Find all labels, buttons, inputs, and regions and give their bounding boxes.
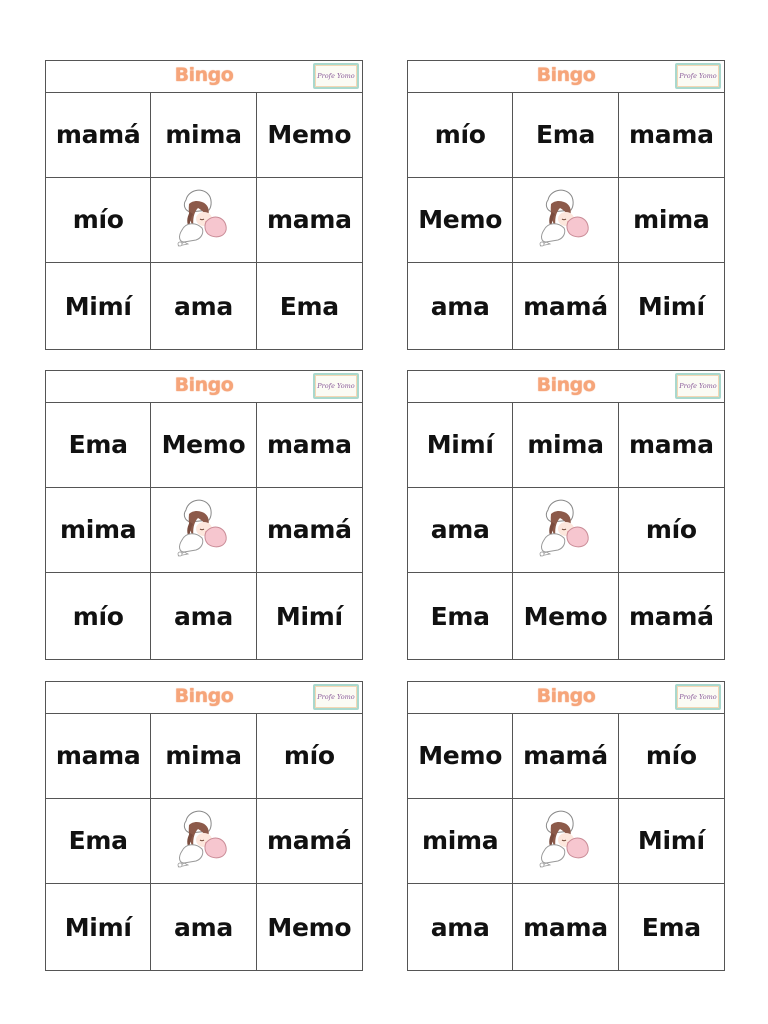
bingo-word-cell: mima [408,799,513,885]
bingo-word-cell: Mimí [619,799,724,885]
bingo-word-cell: mamá [629,601,714,631]
bingo-word-cell: mamá [46,92,151,178]
bingo-word-cell: ama [151,263,256,349]
card-header [408,371,724,403]
bingo-word-cell: Ema [279,291,339,321]
bingo-grid [46,713,362,970]
card-header [46,371,362,403]
bingo-grid [408,713,724,970]
card-title: Bingo [536,64,596,86]
bingo-word-cell: mío [46,178,151,264]
profe-logo [675,63,721,89]
sleeping-baby-icon [534,807,596,875]
free-space-cell [513,178,618,264]
profe-logo [313,684,359,710]
bingo-word-cell: mima [619,178,724,264]
logo-text: Profe Yomo [679,72,717,80]
sleeping-baby-icon [534,186,596,254]
card-title: Bingo [174,64,234,86]
bingo-card [45,60,363,350]
bingo-word-cell: mamá [513,263,618,349]
bingo-word-cell: mío [619,713,724,799]
sleeping-baby-icon [172,186,234,254]
bingo-word-cell: Memo [513,573,618,659]
bingo-word-cell: mama [257,178,362,264]
bingo-word-cell: Mimí [275,601,343,631]
card-header [408,682,724,714]
profe-logo [675,373,721,399]
logo-text: Profe Yomo [679,693,717,701]
logo-text: Profe Yomo [679,382,717,390]
bingo-word-cell: mima [151,713,256,799]
card-title: Bingo [536,374,596,396]
free-space-cell [513,799,618,885]
logo-text: Profe Yomo [317,382,355,390]
profe-logo [313,373,359,399]
bingo-word-cell: Ema [46,402,151,488]
bingo-word-cell: ama [151,884,256,970]
bingo-card [45,681,363,971]
bingo-word-cell: mima [513,402,618,488]
bingo-word-cell: mío [257,713,362,799]
free-space-cell [513,488,618,574]
free-space-cell [151,799,256,885]
bingo-card [45,370,363,660]
bingo-word-cell: mío [619,488,724,574]
bingo-word-cell: ama [408,488,513,574]
bingo-card [407,370,725,660]
sleeping-baby-icon [534,496,596,564]
bingo-word-cell: mama [257,402,362,488]
bingo-word-cell: mamá [257,799,362,885]
card-header [46,61,362,93]
bingo-word-cell: Ema [408,573,513,659]
bingo-word-cell: Memo [267,912,352,942]
logo-text: Profe Yomo [317,693,355,701]
bingo-grid [408,402,724,659]
bingo-word-cell: Memo [151,402,256,488]
bingo-word-cell: mamá [257,488,362,574]
bingo-word-cell: mama [619,92,724,178]
sleeping-baby-icon [172,496,234,564]
bingo-card [407,681,725,971]
bingo-word-cell: mama [513,884,618,970]
bingo-card [407,60,725,350]
sleeping-baby-icon [172,807,234,875]
bingo-word-cell: mama [619,402,724,488]
bingo-word-cell: Memo [257,92,362,178]
bingo-word-cell: ama [408,884,513,970]
profe-logo [675,684,721,710]
card-header [408,61,724,93]
bingo-word-cell: ama [151,573,256,659]
bingo-word-cell: mima [151,92,256,178]
bingo-word-cell: ama [408,263,513,349]
card-header [46,682,362,714]
bingo-word-cell: mama [46,713,151,799]
free-space-cell [151,488,256,574]
card-title: Bingo [536,685,596,707]
bingo-word-cell: Ema [513,92,618,178]
free-space-cell [151,178,256,264]
bingo-word-cell: mío [408,92,513,178]
bingo-word-cell: mima [46,488,151,574]
bingo-word-cell: Mimí [46,884,151,970]
bingo-word-cell: mamá [513,713,618,799]
bingo-grid [46,402,362,659]
card-title: Bingo [174,685,234,707]
bingo-word-cell: Memo [408,713,513,799]
logo-text: Profe Yomo [317,72,355,80]
bingo-grid [408,92,724,349]
card-title: Bingo [174,374,234,396]
profe-logo [313,63,359,89]
bingo-word-cell: Ema [641,912,701,942]
bingo-word-cell: Mimí [408,402,513,488]
bingo-word-cell: Mimí [637,291,705,321]
bingo-word-cell: Mimí [46,263,151,349]
bingo-word-cell: Ema [46,799,151,885]
bingo-word-cell: mío [46,573,151,659]
bingo-grid [46,92,362,349]
bingo-word-cell: Memo [408,178,513,264]
